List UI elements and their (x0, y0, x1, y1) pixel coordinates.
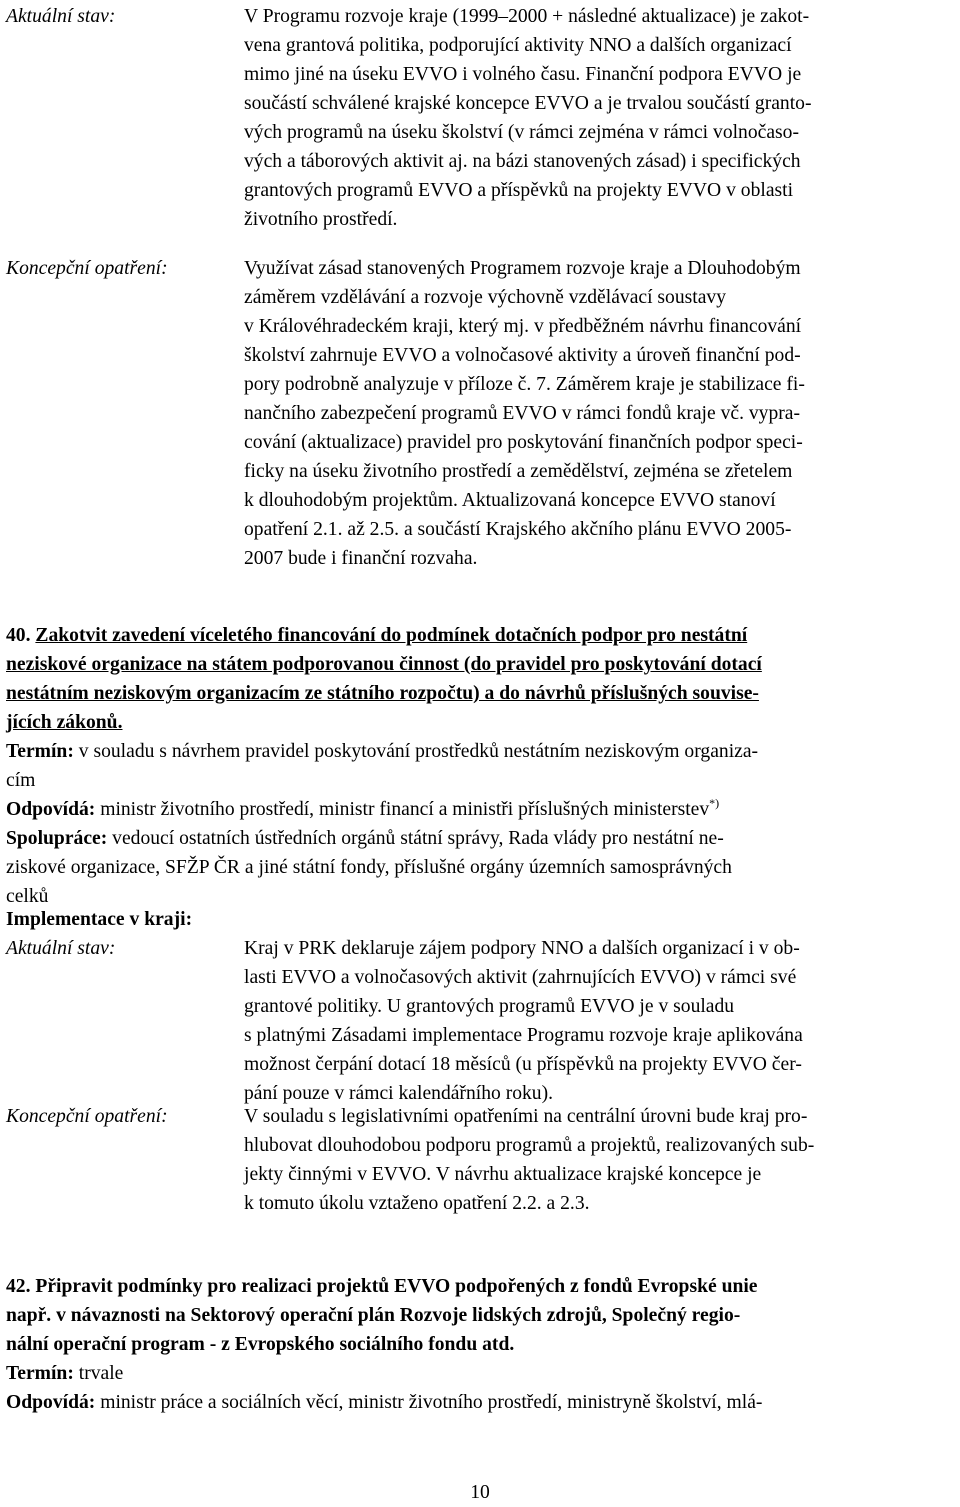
item-number: 40. (6, 625, 31, 646)
item-40-termin: Termín: v souladu s návrhem pravidel poskytování prostředků nestátním neziskovým organiza- cím (6, 741, 759, 791)
item-42-termin: Termín: trvale (6, 1363, 124, 1384)
aktualni-stav-text: Kraj v PRK deklaruje zájem podpory NNO a dalších organizací i v ob- lasti EVVO a volnočasových aktivit (zahrnujících EVVO) v rámci své grantové politiky. U grantových programů EVVO je v souladu s platnými Zásadami implementace Programu rozvoje kraje aplikována možnost čerpání dotací 18 měsíců (u příspěvků na projekty EVVO čer- pání pouze v rámci kalendářního roku). (244, 938, 803, 1104)
odpovida-label: Odpovídá: (6, 1392, 96, 1413)
koncepcni-opatreni-label: Koncepční opatření: (6, 1106, 168, 1127)
item-42-odpovida: Odpovídá: ministr práce a sociálních věcí, ministr životního prostředí, ministryně školství, mlá- (6, 1392, 763, 1413)
aktualni-stav-label: Aktuální stav: (6, 938, 116, 959)
footnote-mark: *) (709, 796, 720, 810)
koncepcni-opatreni-label: Koncepční opatření: (6, 258, 168, 279)
aktualni-stav-text: V Programu rozvoje kraje (1999–2000 + následné aktualizace) je zakot- vena grantová politika, podporující aktivity NNO a dalších organizací mimo jiné na úseku EVVO i volného času. Finanční podpora EVVO je součástí schválené krajské koncepce EVVO a je trvalou součástí granto- vých programů na úseku školství (v rámci zejména v rámci volnočaso- vých a táborových aktivit aj. na bázi stanovených zásad) i specifických grantových programů EVVO a příspěvků na projekty EVVO v oblasti životního prostředí. (244, 6, 812, 230)
item-40-heading: 40. Zakotvit zavedení víceletého financování do podmínek dotačních podpor pro nestátní neziskové organizace na státem podporovanou činnost (do pravidel pro poskytování dotací nestátním neziskovým organizacím ze státního rozpočtu) a do návrhů příslušných souvise- jících zákonů. (6, 625, 762, 733)
implementace-heading: Implementace v kraji: (6, 909, 193, 930)
aktualni-stav-label: Aktuální stav: (6, 6, 116, 27)
odpovida-label: Odpovídá: (6, 799, 96, 820)
koncepcni-opatreni-text: Využívat zásad stanovených Programem rozvoje kraje a Dlouhodobým záměrem vzdělávání a rozvoje výchovně vzdělávací soustavy v Královéhradeckém kraji, který mj. v předběžném návrhu financování školství zahrnuje EVVO a volnočasové aktivity a úroveň finanční pod- pory podrobně analyzuje v příloze č. 7. Záměrem kraje je stabilizace fi- nančního zabezpečení programů EVVO v rámci fondů kraje vč. vypra- cování (aktualizace) pravidel pro poskytování finančních podpor speci- ficky na úseku životního prostředí a zemědělství, zejména se zřetelem k dlouhodobým projektům. Aktualizovaná koncepce EVVO stanoví opatření 2.1. až 2.5. a součástí Krajského akčního plánu EVVO 2005- 2007 bude i finanční rozvaha. (244, 258, 805, 569)
item-42-heading: 42. Připravit podmínky pro realizaci projektů EVVO podpořených z fondů Evropské unie např. v návaznosti na Sektorový operační plán Rozvoje lidských zdrojů, Společný regio- nální operační program - z Evropského sociálního fondu atd. (6, 1276, 758, 1355)
spoluprace-label: Spolupráce: (6, 828, 108, 849)
item-40-spoluprace: Spolupráce: vedoucí ostatních ústředních orgánů státní správy, Rada vlády pro nestátní ne- ziskové organizace, SFŽP ČR a jiné státní fondy, příslušné orgány územních samosprávných celků (6, 828, 732, 907)
koncepcni-opatreni-text: V souladu s legislativními opatřeními na centrální úrovni bude kraj pro- hlubovat dlouhodobou podporu programů a projektů, realizovaných sub- jekty činnými v EVVO. V návrhu aktualizace krajské koncepce je k tomuto úkolu vztaženo opatření 2.2. a 2.3. (244, 1106, 815, 1214)
termin-label: Termín: (6, 741, 74, 762)
item-40-odpovida: Odpovídá: ministr životního prostředí, ministr financí a ministři příslušných ministerstev*) (6, 796, 720, 820)
termin-label: Termín: (6, 1363, 74, 1384)
page-number: 10 (470, 1482, 490, 1503)
